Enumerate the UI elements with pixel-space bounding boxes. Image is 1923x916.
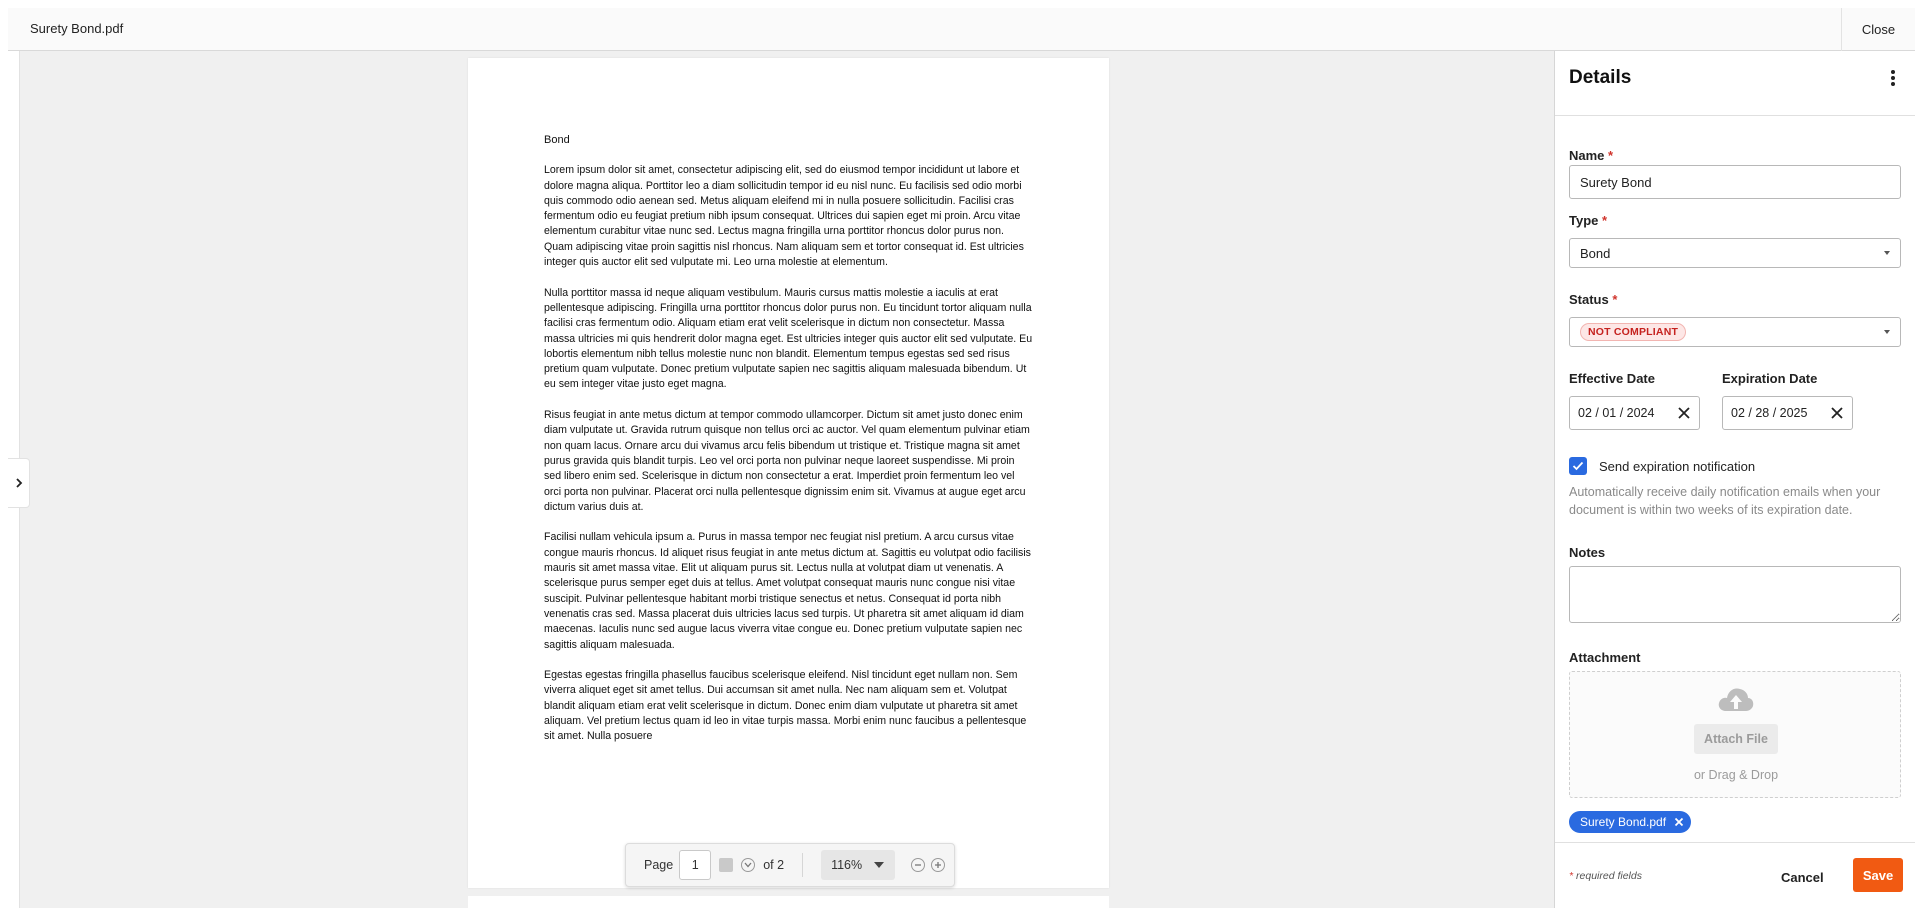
remove-file-icon[interactable]: [1672, 816, 1685, 829]
name-value: Surety Bond: [1580, 174, 1652, 190]
expiration-date-label: Expiration Date: [1722, 371, 1818, 386]
effective-date-value: 02 / 01 / 2024: [1578, 406, 1655, 420]
zoom-in-icon[interactable]: [931, 858, 945, 872]
expiration-date-value: 02 / 28 / 2025: [1731, 406, 1808, 420]
details-panel: [1554, 51, 1915, 908]
file-title: Surety Bond.pdf: [30, 21, 124, 36]
pdf-page: [468, 58, 1109, 888]
status-select[interactable]: [1569, 317, 1901, 347]
required-fields-note: * required fields: [1569, 870, 1642, 882]
more-options-icon[interactable]: [1887, 67, 1899, 89]
name-input[interactable]: [1569, 165, 1901, 199]
type-select[interactable]: [1569, 238, 1901, 268]
top-bar: [8, 8, 1915, 51]
type-label: Type *: [1569, 213, 1608, 228]
attached-file-name: Surety Bond.pdf: [1580, 815, 1667, 829]
page-toolbar: [625, 843, 955, 887]
attachment-label: Attachment: [1569, 650, 1641, 665]
pdf-page-2-edge: [468, 896, 1109, 908]
page-number-input[interactable]: [679, 850, 711, 880]
divider: [1555, 115, 1915, 116]
cloud-upload-icon: [1717, 684, 1755, 714]
chevron-right-icon: [15, 478, 23, 488]
expiration-date-input[interactable]: [1722, 396, 1853, 430]
required-marker: *: [1608, 148, 1614, 163]
notification-help-text: Automatically receive daily notification emails when your document is within two weeks of its expiration date.: [1569, 485, 1881, 517]
send-notification-label[interactable]: Send expiration notification: [1599, 459, 1756, 474]
document-viewer-window: [8, 8, 1915, 908]
document-heading: Bond: [544, 134, 570, 146]
save-button[interactable]: Save: [1853, 858, 1903, 892]
attachment-dropzone[interactable]: [1569, 671, 1901, 798]
zoom-select[interactable]: [821, 850, 895, 880]
zoom-value: 116%: [831, 858, 863, 872]
caret-down-icon: [1884, 251, 1890, 255]
status-badge: NOT COMPLIANT: [1580, 323, 1686, 341]
document-paragraph: Egestas egestas fringilla phasellus faucibus scelerisque eleifend. Nisl tincidunt eget nullam non. Sem viverra aliquet eget sit amet tellus. Dui accumsan sit amet nulla. Nec nam aliquam sem et. Volutpat blandit aliquam etiam erat velit scelerisque in dictum. Donec enim diam vulputate ut pharetra sit amet aliquam. Vel pretium lectus quam id leo in vitae turpis massa. Morbi enim nunc faucibus a pellentesque sit amet. Nulla posuere: [544, 669, 1027, 743]
effective-date-input[interactable]: [1569, 396, 1700, 430]
document-paragraph: Risus feugiat in ante metus dictum at tempor commodo ullamcorper. Dictum sit amet justo donec enim diam vulputate ut. Gravida rutrum quisque non tellus orci ac auctor. Vel quam elementum pulvinar etiam non quam lacus. Ornare arcu dui vivamus arcu felis bibendum ut tristique et. Tristique magna sit amet purus gravida quis blandit turpis. Leo vel orci porta non pulvinar neque laoreet suspendisse. Mi proin sed libero enim sed. Scelerisque in dictum non consectetur a erat. Imperdiet proin fermentum leo vel orci porta non pulvinar. Placerat orci nulla pellentesque dignissim enim sit. Vivamus at augue eget arcu dictum varius duis at.: [544, 409, 1030, 513]
document-paragraph: Nulla porttitor massa id neque aliquam vestibulum. Mauris cursus mattis molestie a iaculis at erat pellentesque adipiscing. Fringilla urna porttitor rhoncus dolor purus non. Eu tincidunt tortor aliquam nulla facilisi cras fermentum odio. Aliquam etiam erat velit scelerisque in dictum non consectetur. Massa massa ultricies mi quis hendrerit dolor magna eget. Est ultricies integer quis auctor elit sed vulputate. Eu lobortis elementum nibh tellus molestie nunc non blandit. Elementum tempus egestas sed sed risus pretium quam vulputate. Donec pretium vulputate sapien nec sagittis aliquam malesuada bibendum. Ut eu sem integer vitae justo eget magna.: [544, 286, 1033, 391]
checkmark-icon: [1572, 461, 1584, 471]
document-paragraph: Facilisi nullam vehicula ipsum a. Purus in massa tempor nec feugiat nisl pretium. A arcu cursus vitae congue mauris rhoncus. Id aliquet risus feugiat in ante metus dictum at. Sagittis eu volutpat odio facilisis mauris sit amet massa vitae. Elit ut aliquam purus sit. Lectus nulla at volutpat diam ut venenatis. A scelerisque purus semper eget duis at tellus. Amet volutpat consequat mauris nunc congue nisi vitae suscipit. Pulvinar pellentesque habitant morbi tristique senectus et netus. Consequat id porta nibh venenatis cras sed. Massa placerat duis ultricies lacus sed turpis. Ut pharetra sit amet aliquam id diam maecenas. Iaculis nunc sed augue lacus viverra vitae congue eu. Donec pretium vulputate sapien nec sagittis aliquam malesuada.: [544, 531, 1031, 651]
required-marker: *: [1612, 292, 1618, 307]
close-button[interactable]: Close: [1861, 22, 1896, 37]
cancel-button[interactable]: Cancel: [1781, 863, 1824, 891]
close-button-container: [1841, 8, 1915, 51]
document-text: [544, 133, 1034, 760]
page-count: of 2: [763, 858, 785, 872]
expand-sidebar-button[interactable]: [8, 458, 30, 508]
type-value: Bond: [1580, 245, 1611, 261]
toolbar-divider: [802, 853, 803, 877]
zoom-out-icon[interactable]: [911, 858, 925, 872]
send-notification-checkbox[interactable]: [1569, 457, 1587, 475]
panel-footer: [1555, 842, 1915, 908]
name-label: Name *: [1569, 148, 1614, 163]
attach-file-button[interactable]: Attach File: [1694, 724, 1778, 754]
notes-textarea[interactable]: [1569, 566, 1901, 623]
clear-date-icon[interactable]: [1830, 406, 1844, 420]
effective-date-label: Effective Date: [1569, 371, 1655, 386]
page-down-icon[interactable]: [741, 858, 755, 872]
attached-file-chip: [1569, 811, 1691, 833]
drag-drop-text: or Drag & Drop: [1693, 768, 1779, 782]
notes-label: Notes: [1569, 545, 1606, 560]
page-up-icon[interactable]: [719, 858, 733, 872]
panel-title: Details: [1569, 67, 1632, 88]
page-label: Page: [644, 858, 674, 872]
caret-down-icon: [1884, 330, 1890, 334]
status-label: Status *: [1569, 292, 1618, 307]
clear-date-icon[interactable]: [1677, 406, 1691, 420]
required-marker: *: [1602, 213, 1608, 228]
caret-down-icon: [874, 862, 884, 868]
pdf-viewer[interactable]: [8, 51, 1554, 908]
document-paragraph: Lorem ipsum dolor sit amet, consectetur adipiscing elit, sed do eiusmod tempor incididunt ut labore et dolore magna aliqua. Porttitor leo a diam sollicitudin tempor id eu nisl nunc. Eu facilisis sed odio morbi quis commodo odio aenean sed. Metus aliquam eleifend mi in nulla posuere sollicitudin. Facilisi cras fermentum odio eu feugiat pretium nibh ipsum consequat. Ultrices dui sapien eget mi proin. Arcu vitae elementum curabitur vitae nunc sed. Lectus magna fringilla urna porttitor rhoncus dolor purus non. Quam adipiscing vitae proin sagittis nisl rhoncus. Nam aliquam sem et tortor consequat id. Est ultricies integer quis auctor elit sed vulputate mi. Leo urna molestie at elementum.: [544, 164, 1024, 269]
